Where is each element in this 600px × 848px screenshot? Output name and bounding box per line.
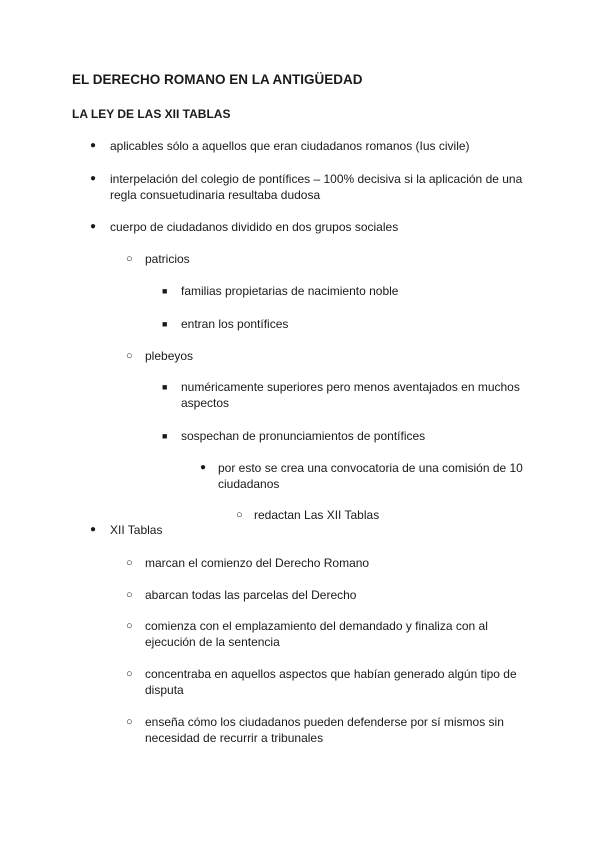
bullet-circle-icon: ○ [126, 668, 133, 680]
list-item-text: plebeyos [145, 349, 194, 363]
list-item [90, 171, 530, 203]
bullet-circle-icon: ○ [126, 350, 133, 362]
bullet-circle-icon: ○ [126, 716, 133, 728]
list-item-text: marcan el comienzo del Derecho Romano [145, 556, 370, 570]
bullet-disc-icon: ● [90, 173, 97, 184]
bullet-circle-icon: ○ [126, 589, 133, 601]
list-item-text: interpelación del colegio de pontífices – 100% decisiva si la aplicación de una regla consuetudinaria resultaba dudosa [110, 172, 523, 202]
list-item-text: familias propietarias de nacimiento noble [181, 284, 399, 298]
list-item-text: numéricamente superiores pero menos aventajados en muchos aspectos [181, 380, 520, 410]
list-item-text: aplicables sólo a aquellos que eran ciudadanos romanos (Ius civile) [110, 139, 470, 153]
list-item-text: cuerpo de ciudadanos dividido en dos grupos sociales [110, 220, 399, 234]
bullet-disc-icon: ● [90, 221, 97, 232]
list-item [162, 316, 532, 332]
list-item-text: redactan Las XII Tablas [254, 508, 380, 522]
list-item [126, 714, 526, 746]
document-title: EL DERECHO ROMANO EN LA ANTIGÜEDAD [72, 72, 363, 87]
bullet-circle-icon: ○ [126, 253, 133, 265]
list-item-text: entran los pontífices [181, 317, 289, 331]
bullet-circle-icon: ○ [236, 509, 243, 521]
list-item-text: XII Tablas [110, 523, 163, 537]
bullet-square-icon: ■ [162, 382, 168, 392]
list-item-text: sospechan de pronunciamientos de pontífices [181, 429, 426, 443]
list-item-text: concentraba en aquellos aspectos que habían generado algún tipo de disputa [145, 667, 517, 697]
list-item-text: enseña cómo los ciudadanos pueden defenderse por sí mismos sin necesidad de recurrir a tribunales [145, 715, 504, 745]
bullet-square-icon: ■ [162, 286, 168, 296]
list-item [162, 283, 532, 299]
list-item-text: comienza con el emplazamiento del demandado y finaliza con al ejecución de la sentencia [145, 619, 488, 649]
bullet-circle-icon: ○ [126, 557, 133, 569]
list-item [162, 379, 532, 411]
bullet-circle-icon: ○ [126, 620, 133, 632]
list-item [90, 138, 530, 154]
section-heading: LA LEY DE LAS XII TABLAS [72, 107, 231, 121]
list-item [126, 618, 526, 650]
bullet-square-icon: ■ [162, 431, 168, 441]
list-item [126, 666, 536, 698]
list-item [126, 348, 526, 364]
list-item [236, 507, 536, 523]
list-item [90, 219, 530, 235]
list-item [200, 460, 540, 492]
bullet-disc-icon: ● [90, 140, 97, 151]
list-item [162, 428, 532, 444]
bullet-square-icon: ■ [162, 319, 168, 329]
list-item-text: por esto se crea una convocatoria de una comisión de 10 ciudadanos [218, 461, 523, 491]
list-item-text: patricios [145, 252, 190, 266]
list-item [90, 522, 530, 538]
list-item [126, 587, 526, 603]
list-item [126, 251, 526, 267]
list-item-text: abarcan todas las parcelas del Derecho [145, 588, 357, 602]
bullet-disc-icon: ● [200, 462, 207, 473]
bullet-disc-icon: ● [90, 524, 97, 535]
list-item [126, 555, 526, 571]
